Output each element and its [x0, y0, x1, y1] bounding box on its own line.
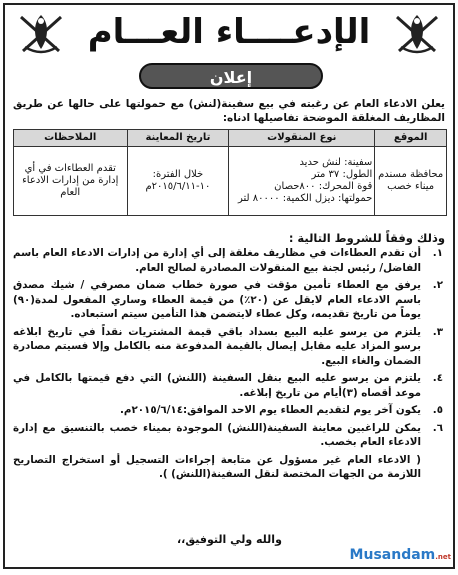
intro-paragraph: يعلن الادعاء العام عن رغبته في بيع سفينة(لنش) مع حمولتها على حالها عن طريق المظاريف المغلقة الموضحة تفاصيلها ادناه: [13, 98, 445, 124]
list-item [13, 325, 445, 369]
header-items: نوع المنقولات [229, 130, 375, 147]
item-text: يلتزم من يرسو عليه البيع بنقل السفينة (اللنش) التي دفع قيمتها بالكامل في موعد أقصاه (٣)أيام من تاريخ إبلاغه. [13, 372, 421, 399]
item-line: الطول: ٣٧ متر [311, 169, 373, 180]
cell-items [229, 147, 375, 216]
item-line: سفينة: لنش حديد [299, 157, 373, 168]
item-text: ( الادعاء العام غير مسؤول عن متابعة إجراءات التسجيل أو استخراج التصاريح اللازمة من الجهات المختصة لنقل السفينة(اللنش) ). [13, 453, 421, 480]
list-item [13, 421, 445, 450]
item-number: ٢. [432, 279, 443, 291]
item-number: ٤. [432, 372, 443, 384]
cell-location: محافظة مسندم ميناء خصب [375, 147, 447, 216]
watermark-suffix: .net [435, 553, 451, 561]
item-text: يلتزم من يرسو عليه البيع بسداد باقي قيمة المشتريات نقداً في تاريخ ابلاغه برسو المزاد عليه مقابل إيصال بالقيمة المدفوعة منه بالكامل وإلا فسيتم مصادرة الضمان والغاء البيع. [13, 325, 421, 367]
item-line: حمولتها: ديزل الكمية: ٨٠٠٠٠ لتر [238, 193, 373, 204]
announcement-banner: إعلان [139, 63, 323, 89]
oman-emblem-icon [391, 11, 443, 57]
cell-inspection: خلال الفترة: ١٠-٢٠١٥/٦/١١م [127, 147, 229, 216]
header-notes: الملاحظات [14, 130, 128, 147]
item-number: ٣. [432, 325, 443, 338]
item-text: يكون آخر يوم لتقديم العطاء يوم الاحد الموافق:٢٠١٥/٦/١٤م. [120, 404, 421, 416]
list-item [13, 246, 445, 275]
site-watermark [335, 547, 451, 565]
cell-notes: تقدم العطاءات في أي إدارة من إدارات الادعاء العام [14, 147, 128, 216]
list-item [13, 403, 445, 418]
item-number: ٦. [432, 421, 443, 434]
items-table [13, 129, 447, 216]
conditions-list [13, 246, 445, 485]
closing-line: والله ولي التوفيق،، [177, 533, 282, 546]
item-text: يرفق مع العطاء تأمين مؤقت في صورة خطاب ضمان مصرفي / شيك مصدق باسم الادعاء العام لايقل عن (٢٠٪) من قيمة العطاء وساري المفعول لمدة(٩٠) يوماً من تاريخ تقديمه، وكل عطاء لايتضمن هذا التأمين سيتم استبعاده. [13, 279, 421, 320]
header-inspection: تاريخ المعاينة [127, 130, 229, 147]
table-header-row [14, 130, 447, 147]
item-line: قوة المحرك: ٨٠٠حصان [274, 181, 373, 192]
table-row [14, 147, 447, 216]
item-number: ١. [432, 247, 443, 259]
item-number: ٥. [432, 404, 443, 416]
item-text: أن تقدم العطاءات في مظاريف مغلقة إلى أي إدارة من إدارات الادعاء العام باسم الفاضل/ رئيس لجنة بيع المنقولات المصادرة لصالح العام. [13, 247, 421, 274]
announcement-page [3, 3, 455, 569]
list-item [13, 278, 445, 322]
watermark-text: Musandam [349, 547, 436, 563]
item-text: يمكن للراغبين معاينة السفينة(اللنش) الموجودة بميناء خصب بالتنسيق مع إدارة الادعاء العام بخصب. [13, 421, 421, 448]
header-location: الموقع [375, 130, 447, 147]
page-title: الإدعــــاء العـــام [87, 12, 371, 52]
list-item [13, 371, 445, 400]
list-item [13, 453, 445, 482]
conditions-title: وذلك وفقاً للشروط التالية : [288, 231, 445, 245]
oman-emblem-icon [15, 11, 67, 57]
